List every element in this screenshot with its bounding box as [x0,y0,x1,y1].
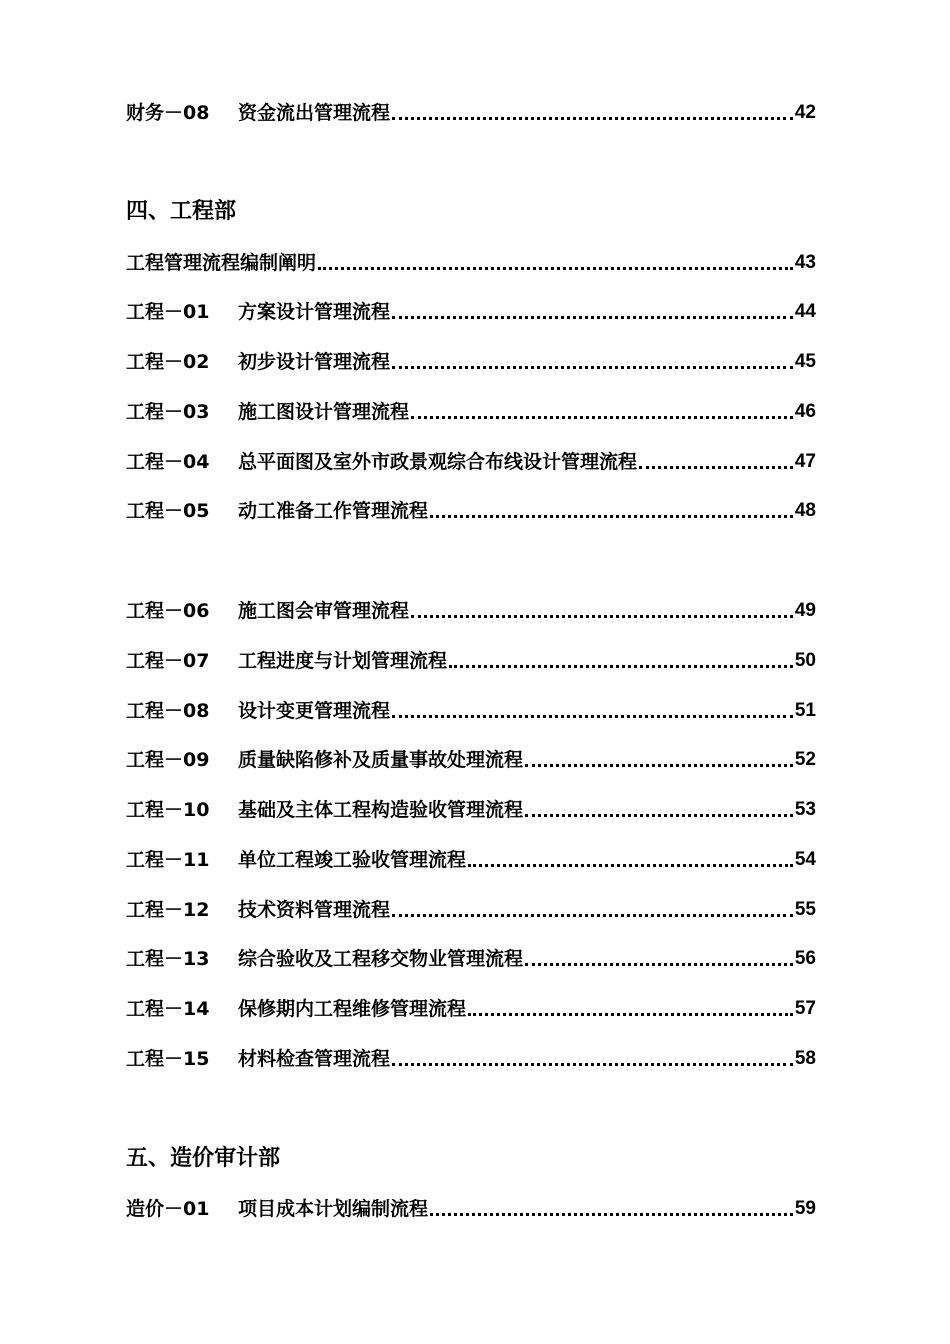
toc-entry-engineering-11[interactable] [126,845,816,875]
entry-page-number: 43 [794,252,816,273]
toc-entry-engineering-06[interactable] [126,596,816,626]
dot-leader [392,117,793,120]
entry-title: 质量缺陷修补及质量事故处理流程 [238,749,524,771]
entry-page-number: 47 [794,451,816,472]
entry-page-number: 50 [794,650,816,671]
entry-title: 施工图会审管理流程 [238,600,410,622]
entry-page-number: 42 [794,102,816,123]
dot-leader [411,615,793,618]
dot-leader [525,764,793,767]
toc-entry-engineering-13[interactable] [126,944,816,974]
entry-title: 综合验收及工程移交物业管理流程 [238,948,524,970]
entry-code: 工程－04 [126,451,210,473]
toc-entry-engineering-05[interactable] [126,496,816,526]
entry-code: 工程－03 [126,401,210,423]
toc-entry-engineering-10[interactable] [126,795,816,825]
entry-page-number: 49 [794,600,816,621]
dot-leader [430,515,793,518]
section-heading-cost-audit: 五、造价审计部 [126,1146,281,1171]
entry-title: 施工图设计管理流程 [238,401,410,423]
entry-title: 单位工程竣工验收管理流程 [238,849,467,871]
entry-page-number: 54 [794,849,816,870]
entry-page-number: 59 [794,1198,816,1219]
entry-code: 工程－14 [126,998,210,1020]
entry-code: 工程－11 [126,849,210,871]
entry-title: 初步设计管理流程 [238,351,391,373]
entry-title: 资金流出管理流程 [238,102,391,124]
entry-page-number: 45 [794,351,816,372]
entry-page-number: 53 [794,799,816,820]
dot-leader [392,1063,793,1066]
toc-entry-engineering-02[interactable] [126,347,816,377]
toc-entry-engineering-intro[interactable] [126,248,816,278]
toc-entry-engineering-12[interactable] [126,895,816,925]
dot-leader [639,466,793,469]
entry-code: 工程－02 [126,351,210,373]
dot-leader [525,814,793,817]
entry-page-number: 52 [794,749,816,770]
entry-code: 工程－05 [126,500,210,522]
entry-code: 工程－09 [126,749,210,771]
entry-title: 技术资料管理流程 [238,899,391,921]
entry-code: 工程－06 [126,600,210,622]
dot-leader [468,1013,793,1016]
entry-code: 工程－13 [126,948,210,970]
entry-code: 工程－12 [126,899,210,921]
entry-page-number: 55 [794,899,816,920]
entry-title: 总平面图及室外市政景观综合布线设计管理流程 [238,451,638,473]
entry-page-number: 46 [794,401,816,422]
entry-page-number: 48 [794,500,816,521]
dot-leader [392,914,793,917]
entry-page-number: 51 [794,700,816,721]
toc-entry-engineering-07[interactable] [126,646,816,676]
dot-leader [392,715,793,718]
dot-leader [449,665,793,668]
entry-code: 造价－01 [126,1198,210,1220]
entry-title: 基础及主体工程构造验收管理流程 [238,799,524,821]
entry-title: 保修期内工程维修管理流程 [238,998,467,1020]
toc-entry-engineering-09[interactable] [126,745,816,775]
entry-title: 材料检查管理流程 [238,1048,391,1070]
dot-leader [525,963,793,966]
toc-entry-finance-08[interactable] [126,98,816,128]
entry-page-number: 57 [794,998,816,1019]
dot-leader [411,416,793,419]
entry-title: 项目成本计划编制流程 [238,1198,429,1220]
dot-leader [430,1213,793,1216]
entry-page-number: 56 [794,948,816,969]
toc-entry-engineering-03[interactable] [126,397,816,427]
entry-page-number: 44 [794,301,816,322]
toc-entry-engineering-14[interactable] [126,994,816,1024]
toc-entry-engineering-15[interactable] [126,1044,816,1074]
dot-leader [392,316,793,319]
entry-page-number: 58 [794,1048,816,1069]
entry-code: 工程－15 [126,1048,210,1070]
toc-entry-engineering-01[interactable] [126,297,816,327]
toc-entry-cost-01[interactable] [126,1194,816,1224]
entry-code: 财务－08 [126,102,210,124]
entry-title: 设计变更管理流程 [238,700,391,722]
entry-title: 工程管理流程编制阐明 [126,252,317,274]
dot-leader [392,366,793,369]
toc-entry-engineering-08[interactable] [126,696,816,726]
entry-title: 工程进度与计划管理流程 [238,650,448,672]
dot-leader [468,864,793,867]
entry-code: 工程－08 [126,700,210,722]
entry-title: 动工准备工作管理流程 [238,500,429,522]
dot-leader [318,267,793,270]
entry-code: 工程－01 [126,301,210,323]
entry-code: 工程－07 [126,650,210,672]
toc-entry-engineering-04[interactable] [126,447,816,477]
section-heading-engineering: 四、工程部 [126,199,237,224]
entry-code: 工程－10 [126,799,210,821]
entry-title: 方案设计管理流程 [238,301,391,323]
